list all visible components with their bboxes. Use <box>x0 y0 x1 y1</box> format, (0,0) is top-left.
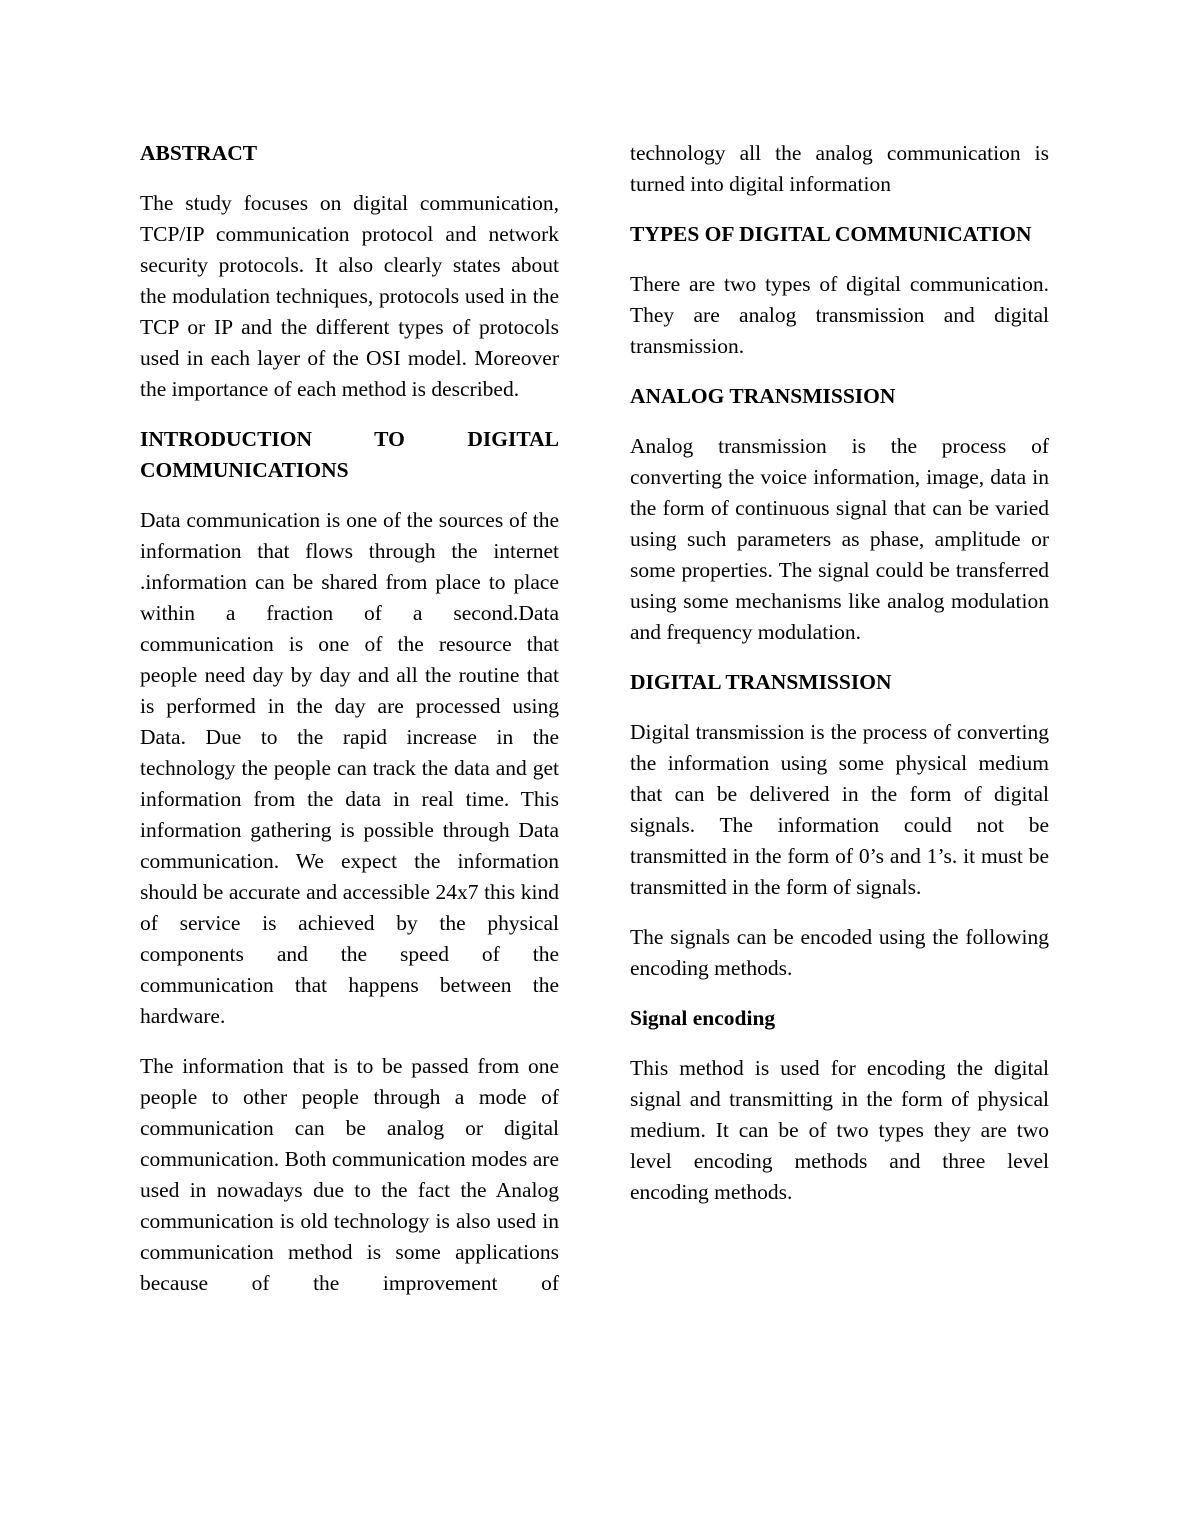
analog-transmission-heading: ANALOG TRANSMISSION <box>630 384 896 408</box>
digital-transmission-heading: DIGITAL TRANSMISSION <box>630 670 892 694</box>
left-column <box>140 138 559 1318</box>
right-column <box>630 138 1049 1227</box>
abstract-heading: ABSTRACT <box>140 141 258 165</box>
digital-transmission-paragraph: Digital transmission is the process of converting the information using some physical medium that can be delivered in the form of digital signals. The information could not be transmitted in the form of 0’s and 1’s. it must be transmitted in the form of signals. <box>630 720 1049 899</box>
types-paragraph: There are two types of digital communication. They are analog transmission and digital transmission. <box>630 272 1049 358</box>
continued-paragraph: technology all the analog communication is turned into digital information <box>630 141 1049 196</box>
introduction-paragraph-2: The information that is to be passed from one people to other people through a mode of communication can be analog or digital communication. Both communication modes are used in nowadays due to the fact the Analog communication is old technology is also used in communication method is some applications because of the improvement of <box>140 1054 559 1295</box>
signal-encoding-paragraph: This method is used for encoding the digital signal and transmitting in the form of physical medium. It can be of two types they are two level encoding methods and three level encoding methods. <box>630 1056 1049 1204</box>
abstract-paragraph: The study focuses on digital communication, TCP/IP communication protocol and network security protocols. It also clearly states about the modulation techniques, protocols used in the TCP or IP and the different types of protocols used in each layer of the OSI model. Moreover the importance of each method is described. <box>140 191 559 401</box>
introduction-paragraph-1: Data communication is one of the sources of the information that flows through the internet .information can be shared from place to place within a fraction of a second.Data communication is one of the resource that people need day by day and all the routine that is performed in the day are processed using Data. Due to the rapid increase in the technology the people can track the data and get information from the data in real time. This information gathering is possible through Data communication. We expect the information should be accurate and accessible 24x7 this kind of service is achieved by the physical components and the speed of the communication that happens between the hardware. <box>140 508 559 1028</box>
encoding-intro-paragraph: The signals can be encoded using the following encoding methods. <box>630 925 1049 980</box>
signal-encoding-heading: Signal encoding <box>630 1006 776 1030</box>
types-heading: TYPES OF DIGITAL COMMUNICATION <box>630 222 1032 246</box>
analog-transmission-paragraph: Analog transmission is the process of converting the voice information, image, data in the form of continuous signal that can be varied using such parameters as phase, amplitude or some properties. The signal could be transferred using some mechanisms like analog modulation and frequency modulation. <box>630 434 1049 644</box>
introduction-heading: INTRODUCTION TO DIGITAL COMMUNICATIONS <box>140 427 559 482</box>
